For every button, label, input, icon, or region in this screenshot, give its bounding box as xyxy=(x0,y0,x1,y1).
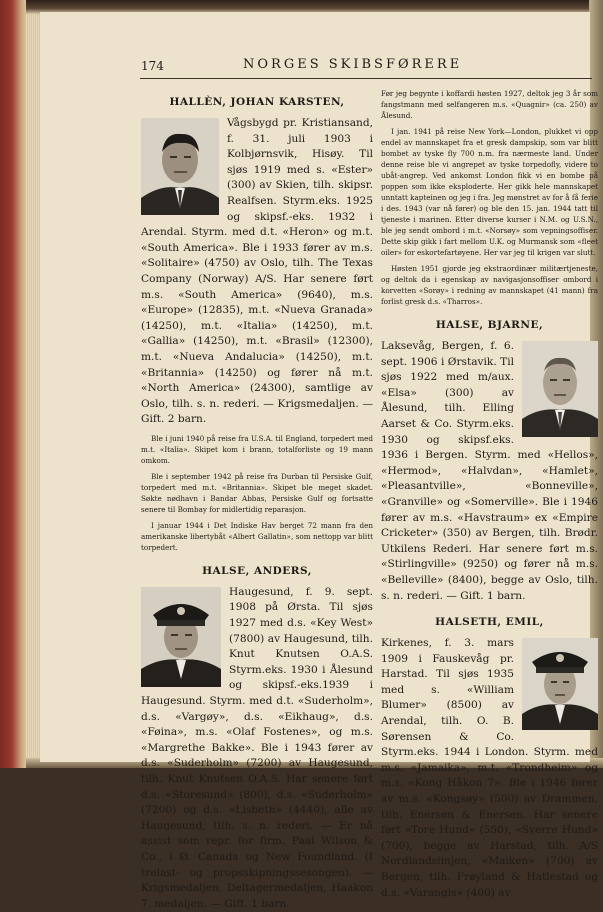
entry-heading-hallen: HALLÈN, JOHAN KARSTEN, xyxy=(169,96,345,108)
entry-note-hallen-1: Ble i juni 1940 på reise fra U.S.A. til England, torpedert med m.t. «Italia». Skipet kom i brann, totalforliste og 19 mann omkom. xyxy=(141,433,373,465)
header-rule xyxy=(140,78,592,79)
book-page xyxy=(40,12,598,910)
entry-heading-halse-bjarne: HALSE, BJARNE, xyxy=(435,319,544,331)
entry-heading-halse-anders: HALSE, ANDERS, xyxy=(202,564,312,577)
entry-text-halse-bjarne: Laksevåg, Bergen, f. 6. sept. 1906 i Ørstavik. Til sjøs 1922 med m/aux. «Elsa» (300) av Ålesund, tilh. Elling Aarset & Co. Styrm.eks. 1930 og skipsf.eks. 1936 i Bergen. Styrm. med «Hellos», «Hermod», «Halvdan», «Hamlet», «Pleasantville», «Bonneville», «Granville» og «Somerville». Ble i 1946 fører av m.s. «Havstraum» ex «Empire Cricketer» (350) av Bergen, tilh. Brødr. Utkilens Rederi. Har senere ført m.s. «Stirlingville» (9250) og fører nå m.s. «Belleville» (8400), begge av Oslo, tilh. s. n. rederi. — Gift. 1 barn. xyxy=(381,340,598,602)
entry-note-hallen-3: I januar 1944 i Det Indiske Hav berget 72 mann fra den amerikanske libertybåt «Albert Gallatin», som nettopp var blitt torpedert. xyxy=(141,520,373,552)
entry-note-hallen-2: Ble i september 1942 på reise fra Durban til Persiske Gulf, torpedert med m.t. «Britannia». Skipet ble meget skadet. Søkte nødhavn i Bandar Abbas, Persiske Gulf og fortsatte senere til Bombay for midlertidig reparasjon. xyxy=(141,471,373,514)
portrait-photo-hallen xyxy=(141,118,219,215)
left-column xyxy=(141,90,373,912)
right-column xyxy=(381,83,598,901)
continued-text-p3: Høsten 1951 gjorde jeg ekstraordinær militærtjeneste, og deltok da i egenskap av navigasjonsoffiser ombord i korvetten «Sorøy» i redning av mannskapet (41 mann) fra forlist gresk d.s. «Tharros». xyxy=(381,264,598,306)
entry-text-halseth: Kirkenes, f. 3. mars 1909 i Fauskevåg pr. Harstad. Til sjøs 1935 med s. «William Blumer» (8500) av Arendal, tilh. O. B. Sørensen & Co. Styrm.eks. 1944 i London. Styrm. med m.s. «Jamaika», m.t. «Trondheim» og m.s. «Kong Håkon 7». Ble i 1946 fører av m.s. «Kongsøy» (500) av Drammen, tilh. Enersen & Enersen. Har senere ført «Tore Hund» (550), «Sverre Hund» (700), begge av Harstad, tilh. A/S Nordlandslinjen, «Maiken» (700) av Bergen, tilh. Frøyland & Hatlestad og d.s. «Varangis» (400) av xyxy=(381,637,598,899)
entry-text-halse-anders: Haugesund, f. 9. sept. 1908 på Ørsta. Til sjøs 1927 med d.s. «Key West» (7800) av Haugesund, tilh. Knut Knutsen O.A.S. Styrm.eks. 1930 i Ålesund og skipsf.-eks.1939 i Haugesund. Styrm. med d.t. «Suderholm», d.s. «Vargøy», d.s. «Eikhaug», d.s. «Føina», m.s. «Olaf Fostenes», og m.s. «Margrethe Bakke». Ble i 1943 fører av d.s. «Suderholm» (7200) av Haugesund, tilh. Knut Knutsen O.A.S. Har senere ført d.s. «Storesund» (800), d.s. «Suderholm» (7200) og d.s. «Lisbeth» (4440), alle av Haugesund, tilh. s. n. rederi. — Er nå assist som repr. for firm. Paal Wilson & Co., i Ø. Canada og New Foundland. (I trelast- og propsskipningssesongen). — Krigsmedaljen, Deltagermedaljen, Haakon 7. medaljen. — Gift. 1 barn. xyxy=(141,585,373,910)
entry-text-hallen: Vågsbygd pr. Kristiansand, f. 31. juli 1903 i Kolbjørnsvik, Hisøy. Til sjøs 1919 med s. «Ester» (300) av Skien, tilh. skipsr. Realfsen. Styrm.eks. 1925 og skipsf.-eks. 1932 i Arendal. Styrm. med d.t. «Heron» og m.t. «South America». Ble i 1933 fører av m.s. «Solitaire» (4750) av Oslo, tilh. The Texas Company (Norway) A/S. Har senere ført m.s. «South America» (9640), m.s. «Europe» (12835), m.t. «Nueva Granada» (14250), m.t. «Italia» (14250), m.t. «Gallia» (14250), m.t. «Brasil» (12300), m.t. «Nueva Andalucia» (14250), m.t. «Britannia» (14250) og fører nå m.t. «North America» (24300), samtlige av Oslo, tilh. s. n. rederi. — Krigsmedaljen. — Gift. 2 barn. xyxy=(141,117,373,426)
entry-heading-halseth: HALSETH, EMIL, xyxy=(435,616,544,629)
page-number: 174 xyxy=(141,59,164,73)
running-head: NORGES SKIBSFØRERE xyxy=(243,57,463,72)
portrait-photo-halse-bjarne xyxy=(522,341,598,437)
portrait-photo-halseth xyxy=(522,638,598,730)
portrait-photo-halse-anders xyxy=(141,587,221,687)
continued-text-p2: I jan. 1941 på reise New York—London, plukket vi opp endel av mannskapet fra et gresk dampskip, som var blitt bombet av tyske fly 700 n.m. fra nærmeste land. Under denne reise ble vi angrepet av tyske torpedofly, videre to ubåt-angrep. Ved ankomst London fikk vi en bombe på poppen som ikke eksploderte. Her gikk hele mannskapet unntatt kapteinen og jeg i fra. Jeg mønstret av for å få ferie i des. 1943 (var nå fører) og ble den 15. jan. 1944 tatt til tjeneste i marinen. Etter diverse kurser i N.M. og U.S.N., ble jeg sendt ombord i m.t. «Norsøy» som vepningsoffiser. Dette skip gikk i fart mellom U.K. og Murmansk som «fleet oiler» for eskortefartøyene. Her var jeg til krigen var slutt. xyxy=(381,127,598,257)
continued-text-p1: Før jeg begynte i koffardi høsten 1927, deltok jeg 3 år som fangstmann med selfangeren m.s. «Quagnir» (ca. 250) av Ålesund. xyxy=(381,89,598,120)
